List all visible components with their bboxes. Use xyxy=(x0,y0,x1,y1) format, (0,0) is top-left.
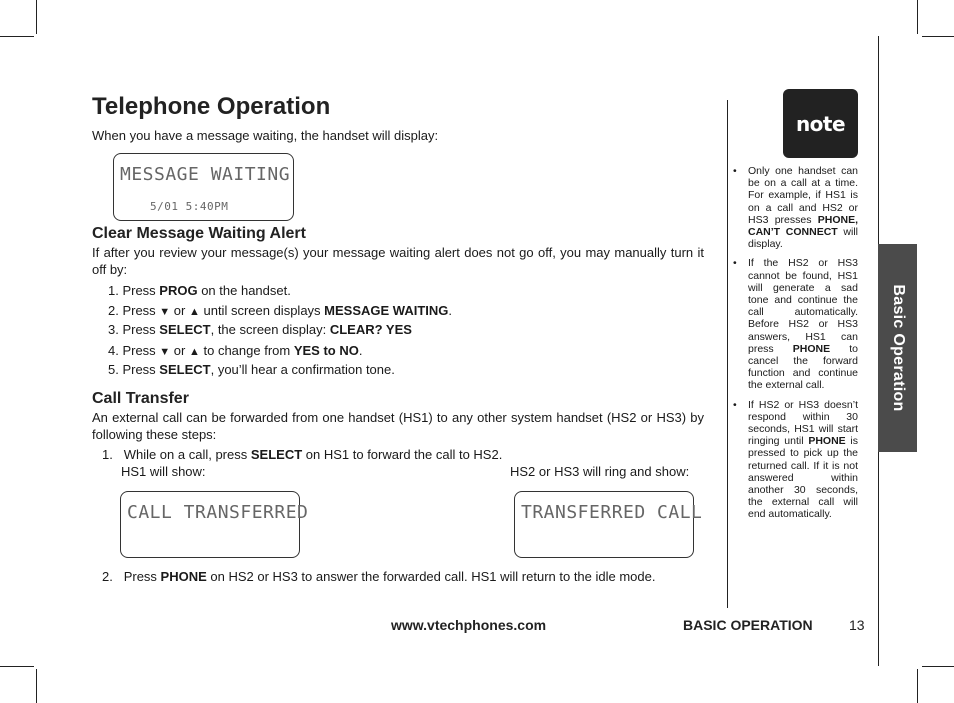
step-item: 1. While on a call, press SELECT on HS1 to forward the call to HS2. xyxy=(102,447,503,462)
crop-mark xyxy=(922,666,954,667)
crop-mark xyxy=(0,36,34,37)
lcd-call-transferred xyxy=(120,491,309,558)
down-arrow-icon: ▼ xyxy=(159,306,171,318)
footer-section: BASIC OPERATION xyxy=(683,617,813,633)
heading-call-transfer: Call Transfer xyxy=(92,390,189,407)
lcd-transferred-call xyxy=(514,491,703,558)
hs1-label: HS1 will show: xyxy=(121,464,206,479)
lcd-line-1: MESSAGE WAITING xyxy=(120,164,291,185)
crop-mark xyxy=(36,0,37,34)
step-item: 4. Press ▼ or ▲ to change from YES to NO. xyxy=(108,343,363,358)
crop-mark xyxy=(0,666,34,667)
page-title: Telephone Operation xyxy=(92,93,331,120)
side-tab-basic-operation xyxy=(878,244,917,452)
crop-mark xyxy=(917,669,918,703)
lcd-message-waiting xyxy=(113,153,294,221)
crop-mark xyxy=(36,669,37,703)
step-item: 1. Press PROG on the handset. xyxy=(108,283,291,298)
column-divider xyxy=(727,100,728,608)
intro-text: When you have a message waiting, the handset will display: xyxy=(92,128,439,143)
side-tab-label: Basic Operation xyxy=(889,284,907,412)
step-item: 2. Press PHONE on HS2 or HS3 to answer the forwarded call. HS1 will return to the idle mode. xyxy=(102,569,656,584)
crop-mark xyxy=(917,0,918,34)
lcd-line-1: CALL TRANSFERRED xyxy=(127,502,309,523)
clear-alert-paragraph: If after you review your message(s) your message waiting alert does not go off, you may manually turn it off by: xyxy=(92,245,704,277)
note-item: • If the HS2 or HS3 cannot be found, HS1 will generate a sad tone and continue the call automatically. Before HS2 or HS3 answers, HS1 can press PHONE to cancel the forward function and continue the external call. xyxy=(733,257,858,391)
note-list xyxy=(733,165,858,528)
note-item: • Only one handset can be on a call at a time. For example, if HS1 is on a call and HS2 or HS3 presses PHONE, CAN’T CONNECT will display. xyxy=(733,165,858,250)
down-arrow-icon: ▼ xyxy=(159,346,171,358)
step-item: 3. Press SELECT, the screen display: CLEAR? YES xyxy=(108,322,412,337)
call-transfer-paragraph: An external call can be forwarded from one handset (HS1) to any other system handset (HS2 or HS3) by following these steps: xyxy=(92,410,704,442)
step-item: 5. Press SELECT, you’ll hear a confirmation tone. xyxy=(108,362,395,377)
up-arrow-icon: ▲ xyxy=(188,306,200,318)
note-item: • If HS2 or HS3 doesn’t respond within 30 seconds, HS1 will start ringing until PHONE is pressed to pick up the returned call. If it is not answered within another 30 seconds, the external call will end automatically. xyxy=(733,399,858,521)
footer-url: www.vtechphones.com xyxy=(391,617,547,633)
heading-clear-alert: Clear Message Waiting Alert xyxy=(92,225,306,242)
hs2-label: HS2 or HS3 will ring and show: xyxy=(510,464,690,479)
page-number: 13 xyxy=(849,617,865,633)
step-item: 2. Press ▼ or ▲ until screen displays MESSAGE WAITING. xyxy=(108,303,453,318)
note-badge: note xyxy=(783,89,858,158)
crop-mark xyxy=(922,36,954,37)
up-arrow-icon: ▲ xyxy=(188,346,200,358)
lcd-line-2: 5/01 5:40PM xyxy=(150,200,229,213)
lcd-line-1: TRANSFERRED CALL xyxy=(521,502,703,523)
